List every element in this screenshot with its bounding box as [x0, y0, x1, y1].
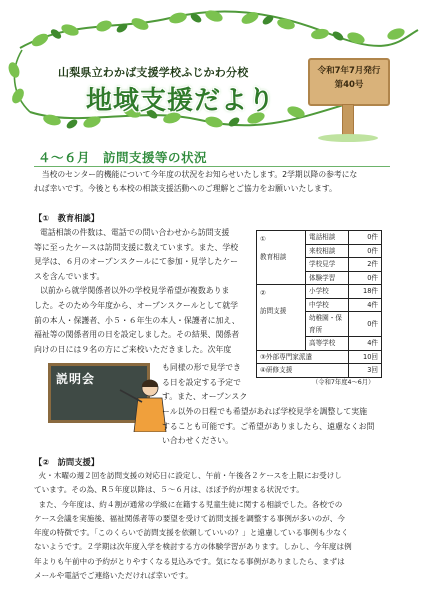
- table-cell-count: 0件: [349, 244, 382, 258]
- section-intro: [34, 168, 394, 196]
- visit-line: 火・木曜の週２回を訪問支援の対応日に設定し、午前・午後各２ケースを上限にお受けし: [38, 471, 342, 480]
- consult-line: 向けの日には９名の方にご来校いただきました。次年度: [34, 344, 232, 354]
- section-divider: [34, 166, 390, 167]
- intro-line: 当校のセンター的機能について今年度の状況をお知らせいたします。2学期以降の参考にな: [41, 170, 358, 179]
- intro-line: れば幸いです。今後とも本校の相談支援活動へのご理解とご協力をお願いいたします。: [34, 184, 337, 193]
- table-cell-item: 高等学校: [306, 337, 349, 351]
- group-label: ②: [260, 289, 266, 297]
- visit-line: ています。その為、R５年度以降は、５～６月は、ほぼ予約が埋まる状況です。: [34, 485, 304, 495]
- visit-line: また、今年度は、約４割が通常の学級に在籍する児童生徒に関する相談でした。各校での: [38, 499, 343, 509]
- visit-line: 年度の特徴です。「このくらいで訪問支援を依頼していいの？」と遠慮している事例も少なく: [34, 528, 349, 538]
- group-cell: [257, 231, 306, 285]
- visit-line: ないようです。２学期は次年度入学を検討する方の体験学習があります。しかし、今年度は例: [34, 542, 352, 552]
- consult-paragraph-right: [162, 361, 312, 405]
- consult-line: 等に至ったケースは訪問支援に数えています。また、学校: [34, 242, 239, 252]
- table-cell-count: 0件: [349, 271, 382, 285]
- visit-paragraph: [34, 469, 392, 583]
- table-caption: （令和7年度4～6月）: [312, 379, 375, 386]
- table-cell-count: 10回: [349, 350, 382, 364]
- group-name: 訪問支援: [260, 307, 287, 315]
- table-cell-item: 体験学習: [306, 271, 349, 285]
- consult-line: 以前から就学関係者以外の学校見学希望が複数ありま: [40, 286, 230, 296]
- table-cell-count: 18件: [349, 285, 382, 299]
- table-cell-item: 来校相談: [306, 244, 349, 258]
- consult-line: 福祉等の関係者用の日を設定しました。その結果、関係者: [34, 330, 240, 340]
- group-cell: [257, 285, 306, 351]
- table-cell-item: 学校見学: [306, 258, 349, 272]
- table-cell-count: 3回: [349, 364, 382, 378]
- consult-line: することも可能です。ご希望がありましたら、遠慮なくお問: [162, 421, 375, 431]
- table-cell-count: 0件: [349, 231, 382, 245]
- consult-line: す。また、オープンスク: [162, 392, 248, 402]
- consult-line: ール以外の日程でも希望があれば学校見学を調整して実施: [162, 407, 368, 416]
- issue-number: 第40号: [334, 80, 364, 90]
- group-label: ①: [260, 235, 266, 243]
- table-cell-item: ④研修支援: [257, 364, 349, 378]
- visit-line: 年よりも午前中の予約がとりやすくなる見込みです。気になる事例がありましたら、まずは: [34, 556, 345, 566]
- support-stats-table: [256, 230, 382, 378]
- table-cell-item: ③外部専門家派遣: [257, 350, 349, 364]
- visit-heading: 【② 訪問支援】: [34, 457, 100, 467]
- newsletter-title: 地域支援だより: [86, 86, 276, 116]
- consult-paragraph: [34, 226, 252, 357]
- group-name: 教育相談: [260, 253, 287, 261]
- table-cell-count: 4件: [349, 337, 382, 351]
- signboard-ground: [318, 134, 378, 142]
- consult-line: る日を設定する予定で: [162, 377, 241, 387]
- table-cell-count: 0件: [349, 312, 382, 337]
- chalkboard-label: 説明会: [56, 372, 96, 386]
- table-cell-count: 2件: [349, 258, 382, 272]
- consult-line: スを含んでいます。: [34, 271, 105, 281]
- consult-paragraph-tail: [162, 405, 388, 449]
- issue-info: [308, 64, 390, 92]
- consult-line: 見学は、６月のオープンスクールにて参加・見学したケー: [34, 257, 239, 267]
- consult-line: 前の本人・保護者、小５・６年生の本人・保護者に加え、: [34, 315, 240, 325]
- table-cell-count: 4件: [349, 298, 382, 312]
- table-cell-item: 電話相談: [306, 231, 349, 245]
- consult-heading: 【① 教育相談】: [34, 213, 100, 223]
- consult-line: 電話相談の件数は、電話での問い合わせから訪問支援: [40, 228, 230, 237]
- table-cell-item: 幼稚園・保育所: [306, 312, 349, 337]
- issue-date: 令和7年7月発行: [317, 66, 381, 76]
- table-cell-item: 中学校: [306, 298, 349, 312]
- table-cell-item: 小学校: [306, 285, 349, 299]
- visit-line: ケース会議を実施後、福祉関係者等の要望を受けて訪問支援を調整する事例が多いのが、今: [34, 513, 345, 523]
- consult-line: した。そのため今年度から、オープンスクールとして就学: [34, 300, 239, 310]
- consult-line: も同様の形で見学でき: [162, 363, 241, 372]
- consult-line: い合わせください。: [162, 436, 234, 446]
- visit-line: メールや電話でご連絡いただければ幸いです。: [34, 571, 193, 581]
- section-title: ４～６月 訪問支援等の状況: [38, 150, 208, 165]
- school-name: 山梨県立わかば支援学校ふじかわ分校: [58, 66, 249, 79]
